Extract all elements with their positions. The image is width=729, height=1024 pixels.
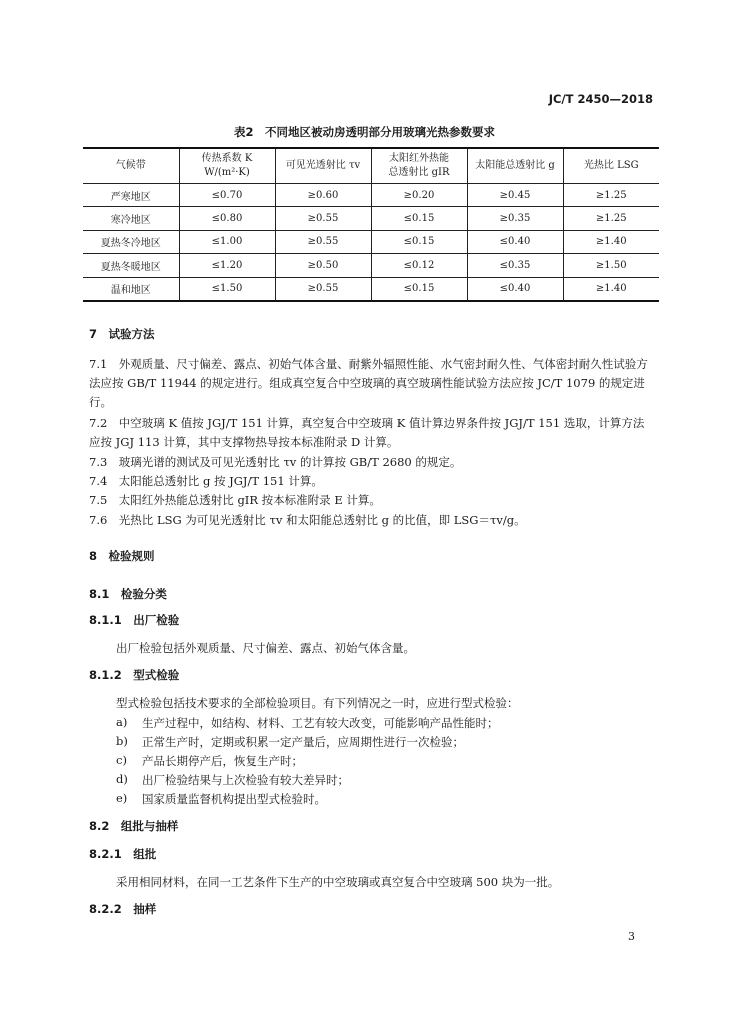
- cell-g: ≥0.45: [467, 184, 563, 207]
- table-row: [83, 230, 659, 253]
- cell-climate-zone: 严寒地区: [83, 184, 179, 207]
- table-row: [83, 277, 659, 301]
- cell-lsg: ≥1.25: [563, 184, 659, 207]
- table-header-row: [83, 148, 659, 184]
- list-marker: c): [116, 753, 127, 767]
- clause-8-2-1-heading: 8.2.1 组批: [89, 847, 157, 861]
- cell-k: ≤0.70: [179, 184, 275, 207]
- section-8-heading: 8 检验规则: [89, 549, 155, 563]
- cell-k: ≤1.20: [179, 254, 275, 277]
- cell-gir: ≤0.15: [371, 230, 467, 253]
- clause-7-4: 7.4 太阳能总透射比 g 按 JGJ/T 151 计算。: [89, 474, 323, 488]
- cell-climate-zone: 夏热冬暖地区: [83, 254, 179, 277]
- clause-8-1-2-heading: 8.1.2 型式检验: [89, 668, 180, 682]
- col-header-visible-transmittance: 可见光透射比 τv: [275, 148, 371, 184]
- cell-tv: ≥0.55: [275, 277, 371, 301]
- clause-7-1: 7.1 外观质量、尺寸偏差、露点、初始气体含量、耐紫外辐照性能、水气密封耐久性、气体密封耐久性试验方法应按 GB/T 11944 的规定进行。组成真空复合中空玻璃的真空玻璃性能试验方法应按 JC/T 1079 的规定进行。: [89, 357, 648, 409]
- clause-8-1-1-heading: 8.1.1 出厂检验: [89, 613, 180, 627]
- list-item: [116, 772, 349, 787]
- cell-lsg: ≥1.50: [563, 254, 659, 277]
- cell-gir: ≤0.12: [371, 254, 467, 277]
- col-header-climate-zone: 气候带: [83, 148, 179, 184]
- clause-7-2: 7.2 中空玻璃 K 值按 JGJ/T 151 计算，真空复合中空玻璃 K 值计算边界条件按 JGJ/T 151 选取，计算方法应按 JGJ 113 计算，其中支撑物热导按本标准附录 D 计算。: [89, 416, 645, 449]
- clause-8-2-2-heading: 8.2.2 抽样: [89, 902, 157, 916]
- list-text: 生产过程中，如结构、材料、工艺有较大改变，可能影响产品性能时；: [142, 716, 499, 730]
- list-marker: a): [116, 715, 128, 729]
- list-text: 出厂检验结果与上次检验有较大差异时；: [142, 773, 349, 787]
- col-header-k-value: 传热系数 K W/(m²·K): [179, 148, 275, 184]
- list-marker: d): [116, 772, 128, 786]
- cell-lsg: ≥1.25: [563, 207, 659, 230]
- standard-number: JC/T 2450—2018: [548, 92, 653, 106]
- page-number: 3: [628, 930, 635, 943]
- cell-tv: ≥0.60: [275, 184, 371, 207]
- clause-8-1-1-text: 出厂检验包括外观质量、尺寸偏差、露点、初始气体含量。: [116, 641, 415, 655]
- clause-8-2-heading: 8.2 组批与抽样: [89, 819, 179, 833]
- clause-7-5: 7.5 太阳红外热能总透射比 gIR 按本标准附录 E 计算。: [89, 493, 381, 507]
- list-text: 国家质量监督机构提出型式检验时。: [142, 792, 326, 806]
- col-header-solar-transmittance: 太阳能总透射比 g: [467, 148, 563, 184]
- list-item: [116, 734, 464, 749]
- col-header-infrared-transmittance: 太阳红外热能 总透射比 gIR: [371, 148, 467, 184]
- cell-tv: ≥0.55: [275, 207, 371, 230]
- clause-8-1-heading: 8.1 检验分类: [89, 587, 167, 601]
- clause-7-3: 7.3 玻璃光谱的测试及可见光透射比 τv 的计算按 GB/T 2680 的规定。: [89, 455, 462, 469]
- table-caption: 表2 不同地区被动房透明部分用玻璃光热参数要求: [234, 125, 495, 139]
- col-header-lsg: 光热比 LSG: [563, 148, 659, 184]
- cell-gir: ≥0.20: [371, 184, 467, 207]
- list-marker: b): [116, 734, 128, 748]
- list-text: 产品长期停产后，恢复生产时；: [142, 754, 303, 768]
- cell-gir: ≤0.15: [371, 277, 467, 301]
- cell-climate-zone: 寒冷地区: [83, 207, 179, 230]
- cell-tv: ≥0.50: [275, 254, 371, 277]
- list-item: [116, 753, 303, 768]
- list-text: 正常生产时，定期或积累一定产量后，应周期性进行一次检验；: [142, 735, 464, 749]
- cell-g: ≤0.35: [467, 254, 563, 277]
- list-marker: e): [116, 791, 128, 805]
- clause-8-2-1-text: 采用相同材料，在同一工艺条件下生产的中空玻璃或真空复合中空玻璃 500 块为一批。: [116, 875, 560, 889]
- clause-7-6: 7.6 光热比 LSG 为可见光透射比 τv 和太阳能总透射比 g 的比值，即 LSG＝τv/g。: [89, 513, 526, 527]
- cell-lsg: ≥1.40: [563, 277, 659, 301]
- section-7-heading: 7 试验方法: [89, 327, 155, 341]
- list-item: [116, 715, 499, 730]
- table-row: [83, 207, 659, 230]
- table-row: [83, 184, 659, 207]
- clause-8-1-2-text: 型式检验包括技术要求的全部检验项目。有下列情况之一时，应进行型式检验：: [116, 696, 519, 710]
- table-row: [83, 254, 659, 277]
- cell-g: ≥0.35: [467, 207, 563, 230]
- cell-gir: ≤0.15: [371, 207, 467, 230]
- cell-g: ≤0.40: [467, 277, 563, 301]
- cell-k: ≤0.80: [179, 207, 275, 230]
- cell-g: ≤0.40: [467, 230, 563, 253]
- cell-k: ≤1.50: [179, 277, 275, 301]
- cell-k: ≤1.00: [179, 230, 275, 253]
- list-item: [116, 791, 326, 806]
- parameter-table: [83, 147, 659, 302]
- cell-lsg: ≥1.40: [563, 230, 659, 253]
- cell-climate-zone: 夏热冬冷地区: [83, 230, 179, 253]
- cell-climate-zone: 温和地区: [83, 277, 179, 301]
- cell-tv: ≥0.55: [275, 230, 371, 253]
